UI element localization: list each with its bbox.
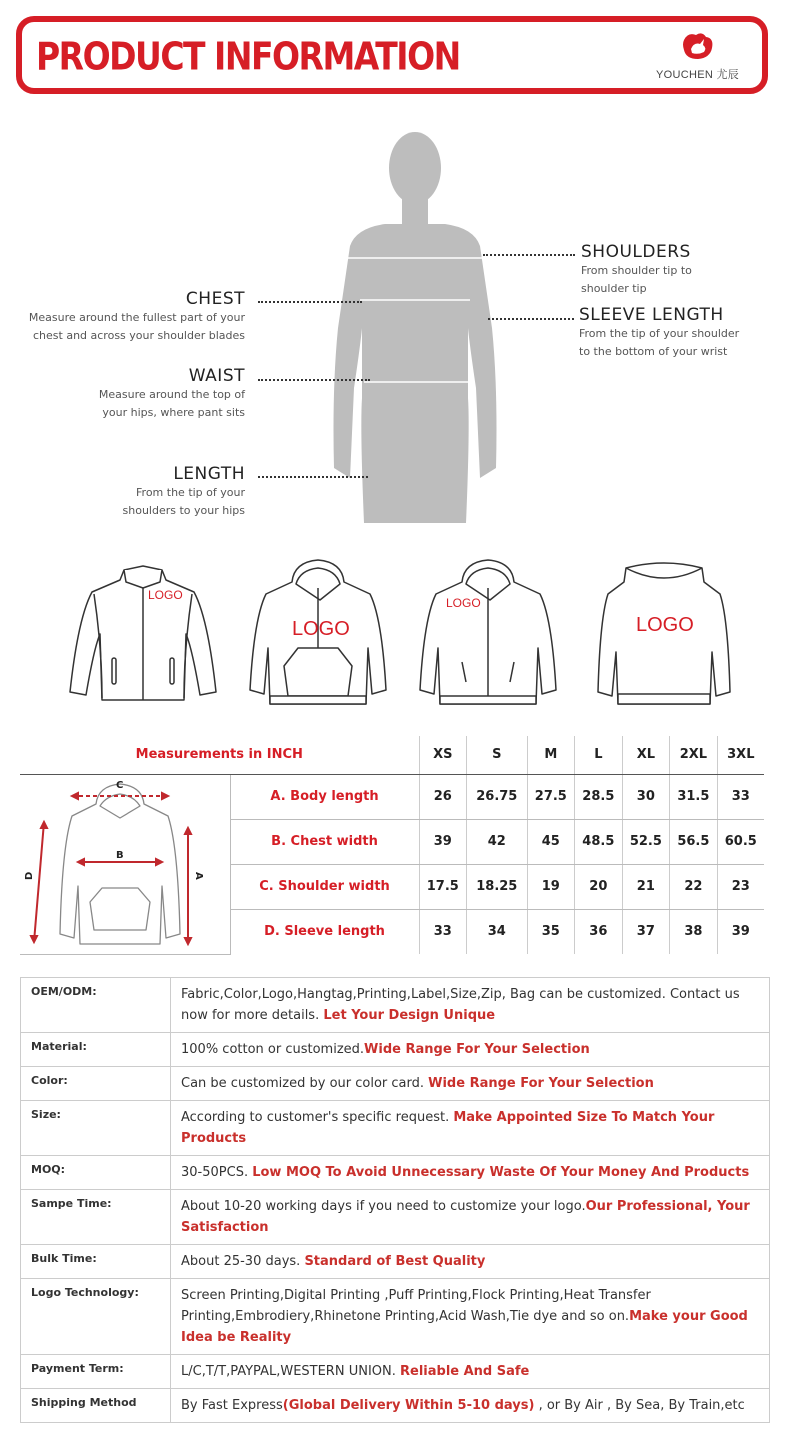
chest-desc: Measure around the fullest part of your chest and across your shoulder blades [28,311,245,342]
info-value: By Fast Express(Global Delivery Within 5-10 days) , or By Air , By Sea, By Train,etc [171,1389,770,1423]
size-chart-table [20,736,764,955]
shoulders-leader [483,254,575,256]
size-header: L [575,736,623,774]
info-row [21,1067,770,1101]
shoulders-desc: From shoulder tip to shoulder tip [581,264,692,295]
page-title: PRODUCT INFORMATION [36,34,460,79]
table-cell: 30 [622,774,670,819]
zip-hoodie-chest-logo-illustration [418,558,558,713]
info-key: MOQ: [21,1156,171,1190]
info-key: OEM/ODM: [21,978,171,1033]
table-cell: 19 [527,864,575,909]
table-cell: 60.5 [717,819,764,864]
info-value: Fabric,Color,Logo,Hangtag,Printing,Label,Size,Zip, Bag can be customized. Contact us now for more details. Let Your Design Unique [171,978,770,1033]
garment-logo: LOGO [636,614,694,636]
garment-logo: LOGO [446,596,481,610]
info-key: Shipping Method [21,1389,171,1423]
table-cell: 27.5 [527,774,575,819]
size-header: M [527,736,575,774]
length-label: LENGTH [173,464,245,484]
table-cell: 34 [467,909,528,954]
row-label: A. Body length [230,774,419,819]
info-value: Screen Printing,Digital Printing ,Puff Printing,Flock Printing,Heat Transfer Printing,Embrodiery,Rhinetone Printing,Acid Wash,Tie dye and so on.Make your Good Idea be Reality [171,1279,770,1355]
product-info-table [20,977,770,1423]
info-row [21,1190,770,1245]
zip-jacket-illustration [66,558,220,708]
table-cell: 37 [622,909,670,954]
body-silhouette [330,128,500,523]
table-cell: 23 [717,864,764,909]
sleeve-leader [488,318,574,320]
table-cell: 36 [575,909,623,954]
row-label: D. Sleeve length [264,924,385,940]
chest-label: CHEST [185,289,245,309]
length-desc: From the tip of your shoulders to your hips [122,486,245,517]
table-cell: 52.5 [622,819,670,864]
diagram-letter-a: A [193,872,204,880]
info-key: Color: [21,1067,171,1101]
table-cell: 26.75 [467,774,528,819]
info-row [21,1101,770,1156]
info-row [21,1033,770,1067]
page-header [16,16,768,94]
table-cell: 35 [527,909,575,954]
table-cell: 56.5 [670,819,718,864]
table-cell: 28.5 [575,774,623,819]
info-key: Sampe Time: [21,1190,171,1245]
info-value: 30-50PCS. Low MOQ To Avoid Unnecessary Waste Of Your Money And Products [171,1156,770,1190]
waist-label: WAIST [188,366,245,386]
table-row [20,774,764,819]
garment-logo: LOGO [148,588,183,602]
length-leader [258,476,368,478]
table-cell: 33 [717,774,764,819]
info-value: 100% cotton or customized.Wide Range For Your Selection [171,1033,770,1067]
diagram-letter-c: C [116,780,124,791]
info-row [21,1156,770,1190]
size-header: 3XL [717,736,764,774]
table-cell: 31.5 [670,774,718,819]
info-row [21,1279,770,1355]
size-header: S [467,736,528,774]
table-cell: 38 [670,909,718,954]
table-cell: 22 [670,864,718,909]
waist-desc: Measure around the top of your hips, where pant sits [98,388,245,419]
info-key: Bulk Time: [21,1245,171,1279]
info-value: Can be customized by our color card. Wide Range For Your Selection [171,1067,770,1101]
sleeve-length-label: SLEEVE LENGTH [579,305,724,325]
table-cell: 26 [419,774,467,819]
info-value: About 10-20 working days if you need to customize your logo.Our Professional, Your Satisfaction [171,1190,770,1245]
measurements-title: Measurements in INCH [20,736,419,774]
diagram-letter-d: D [24,871,35,880]
info-key: Payment Term: [21,1355,171,1389]
info-value: L/C,T/T,PAYPAL,WESTERN UNION. Reliable And Safe [171,1355,770,1389]
info-row [21,978,770,1033]
info-row [21,1355,770,1389]
size-header: XS [419,736,467,774]
info-value: According to customer's specific request. Make Appointed Size To Match Your Products [171,1101,770,1156]
size-header-row [20,736,764,774]
garment-logo: LOGO [292,618,350,640]
chest-leader [258,301,362,303]
size-header: XL [622,736,670,774]
table-cell: 48.5 [575,819,623,864]
info-key: Material: [21,1033,171,1067]
table-cell: 17.5 [419,864,467,909]
hoodie-measure-diagram [20,774,230,954]
info-row [21,1245,770,1279]
table-cell: 18.25 [467,864,528,909]
table-cell: 21 [622,864,670,909]
brand-name: YOUCHEN 尤辰 [656,69,740,81]
table-cell: 45 [527,819,575,864]
size-header: 2XL [670,736,718,774]
table-cell: 39 [717,909,764,954]
table-cell: 39 [419,819,467,864]
sleeve-length-desc: From the tip of your shoulder to the bottom of your wrist [579,327,740,358]
hoodie-back-illustration [596,558,732,713]
garment-styles [0,550,790,720]
zip-hoodie-illustration [248,558,388,713]
shoulders-label: SHOULDERS [581,242,691,262]
info-key: Size: [21,1101,171,1156]
waist-leader [258,379,370,381]
row-label: B. Chest width [230,819,419,864]
row-label: C. Shoulder width [230,864,419,909]
table-cell: 33 [419,909,467,954]
rabbit-logo-icon [680,32,716,62]
measurement-guide [0,128,790,528]
info-value: About 25-30 days. Standard of Best Quality [171,1245,770,1279]
info-row [21,1389,770,1423]
info-key: Logo Technology: [21,1279,171,1355]
table-cell: 20 [575,864,623,909]
table-cell: 42 [467,819,528,864]
diagram-letter-b: B [116,850,124,861]
